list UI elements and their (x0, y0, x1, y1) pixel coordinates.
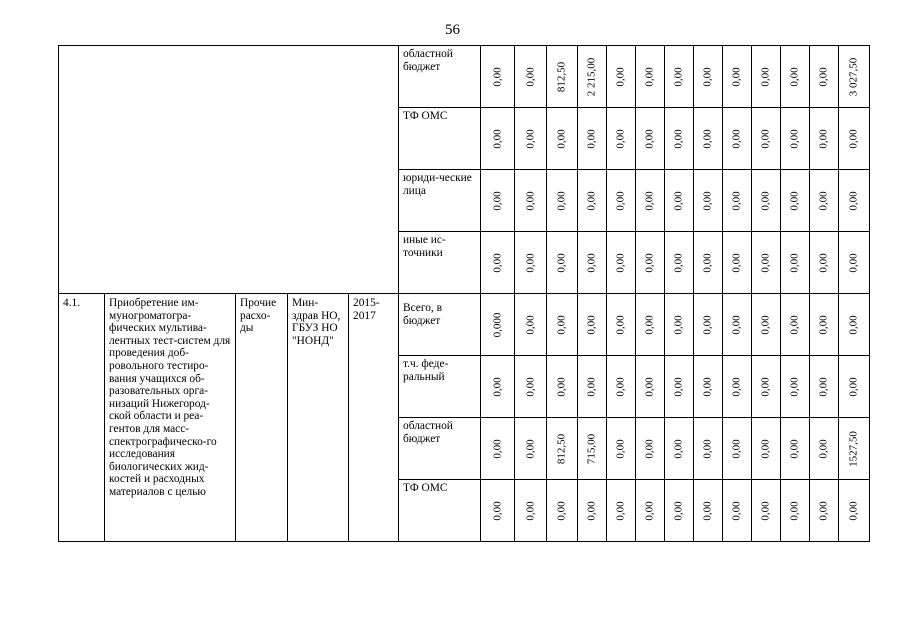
value-cell (752, 108, 781, 170)
budget-table (58, 45, 870, 542)
value-cell (723, 356, 752, 418)
value-cell (481, 418, 515, 480)
value-cell (578, 170, 607, 232)
value-text: 0,00 (614, 190, 627, 211)
value-cell (636, 170, 665, 232)
value-text: 0,00 (491, 500, 503, 521)
funding-source-label: юриди-ческие лица (399, 170, 481, 232)
value-cell (636, 232, 665, 294)
value-text: 0,00 (643, 190, 656, 211)
value-cell (515, 108, 547, 170)
value-cell (781, 232, 810, 294)
funding-source-label: областной бюджет (399, 418, 481, 480)
item-number: 4.1. (59, 294, 105, 542)
value-cell (547, 356, 578, 418)
value-text: 0,00 (585, 376, 598, 397)
value-text: 0,00 (788, 252, 801, 273)
value-text: 0,00 (701, 128, 714, 149)
value-text: 0,00 (524, 190, 536, 211)
value-cell (578, 294, 607, 356)
value-cell (694, 418, 723, 480)
value-text: 0,00 (759, 252, 772, 273)
value-cell (810, 170, 839, 232)
value-cell (607, 294, 636, 356)
value-text: 0,00 (524, 252, 536, 273)
funding-source-label: ТФ ОМС (399, 480, 481, 542)
value-cell (752, 46, 781, 108)
funding-source-label: Всего, в бюджет (399, 294, 481, 356)
value-text: 0,00 (759, 314, 772, 335)
value-cell (607, 46, 636, 108)
value-cell (752, 480, 781, 542)
page-number: 56 (445, 22, 460, 38)
value-text: 0,00 (555, 128, 568, 149)
value-text: 0,00 (524, 66, 536, 87)
value-text: 0,00 (672, 314, 685, 335)
value-text: 0,00 (491, 252, 503, 273)
value-text: 0,00 (847, 500, 860, 521)
value-text: 0,00 (672, 66, 685, 87)
value-text: 0,00 (788, 376, 801, 397)
value-cell (481, 46, 515, 108)
value-cell (781, 170, 810, 232)
value-cell (694, 480, 723, 542)
value-cell (547, 108, 578, 170)
value-text: 0,00 (585, 252, 598, 273)
value-text: 0,00 (614, 314, 627, 335)
value-text: 0,00 (524, 500, 536, 521)
value-cell (781, 46, 810, 108)
value-text: 0,00 (524, 128, 536, 149)
table-row (59, 46, 870, 108)
value-text: 0,00 (555, 252, 568, 273)
value-cell (781, 294, 810, 356)
value-cell (839, 46, 870, 108)
value-text: 0,00 (759, 128, 772, 149)
value-cell (839, 294, 870, 356)
value-text: 0,00 (701, 252, 714, 273)
value-text: 0,00 (491, 438, 503, 459)
value-text: 0,00 (672, 190, 685, 211)
value-text: 0,00 (817, 66, 830, 87)
value-text: 0,00 (643, 128, 656, 149)
value-cell (636, 108, 665, 170)
value-text: 0,00 (672, 500, 685, 521)
value-cell (665, 108, 694, 170)
value-text: 0,00 (730, 66, 743, 87)
value-cell (547, 418, 578, 480)
value-text: 0,00 (817, 500, 830, 521)
value-cell (839, 170, 870, 232)
value-cell (547, 232, 578, 294)
value-text: 0,00 (614, 252, 627, 273)
value-cell (607, 108, 636, 170)
value-text: 0,00 (759, 438, 772, 459)
value-text: 715,00 (585, 433, 598, 464)
value-cell (839, 480, 870, 542)
value-cell (694, 356, 723, 418)
value-cell (723, 294, 752, 356)
value-text: 0,00 (672, 128, 685, 149)
value-text: 0,00 (614, 500, 627, 521)
value-text: 0,00 (701, 438, 714, 459)
value-cell (547, 480, 578, 542)
value-text: 0,00 (555, 190, 568, 211)
value-text: 0,00 (730, 438, 743, 459)
value-cell (607, 232, 636, 294)
value-cell (636, 480, 665, 542)
value-cell (723, 170, 752, 232)
value-cell (636, 294, 665, 356)
table-row (59, 294, 870, 356)
value-cell (547, 170, 578, 232)
value-cell (636, 356, 665, 418)
value-cell (723, 108, 752, 170)
value-cell (752, 294, 781, 356)
value-text: 0,00 (730, 376, 743, 397)
value-cell (781, 480, 810, 542)
value-text: 0,00 (643, 500, 656, 521)
value-text: 0,00 (643, 252, 656, 273)
value-cell (481, 356, 515, 418)
value-cell (723, 232, 752, 294)
value-cell (839, 108, 870, 170)
value-cell (636, 46, 665, 108)
value-text: 0,00 (730, 314, 743, 335)
value-text: 0,00 (555, 376, 568, 397)
value-text: 0,00 (788, 314, 801, 335)
value-text: 0,00 (788, 190, 801, 211)
value-text: 0,00 (817, 128, 830, 149)
value-cell (665, 418, 694, 480)
value-cell (752, 232, 781, 294)
value-cell (665, 294, 694, 356)
funding-source-label: иные ис-точники (399, 232, 481, 294)
value-cell (607, 418, 636, 480)
value-cell (781, 108, 810, 170)
value-cell (515, 480, 547, 542)
value-cell (515, 418, 547, 480)
value-cell (607, 480, 636, 542)
value-text: 0,00 (524, 314, 536, 335)
value-text: 1527,50 (847, 430, 860, 467)
value-cell (810, 356, 839, 418)
value-text: 0,00 (555, 314, 568, 335)
value-text: 0,00 (788, 438, 801, 459)
value-cell (723, 480, 752, 542)
value-cell (481, 480, 515, 542)
value-text: 0,00 (847, 190, 860, 211)
value-text: 0,00 (643, 376, 656, 397)
item-description: Приобретение им-муногроматогра-фических мультива-лентных тест-систем для проведения доб-ровольного тестиро-вания учащихся об-разовательных орга-низаций Нижегород-ской области и реа-гентов для масс-спектрографическо-го исследования биологических жид-костей и расходных материалов с целью (105, 294, 236, 542)
value-text: 0,00 (847, 376, 860, 397)
value-cell (723, 46, 752, 108)
value-text: 0,00 (701, 376, 714, 397)
value-text: 0,00 (701, 314, 714, 335)
value-cell (694, 294, 723, 356)
value-cell (723, 418, 752, 480)
value-cell (515, 356, 547, 418)
value-text: 0,00 (491, 66, 503, 87)
value-cell (781, 356, 810, 418)
value-text: 0,00 (817, 314, 830, 335)
value-text: 0,00 (847, 128, 860, 149)
value-cell (665, 232, 694, 294)
value-text: 0,00 (672, 438, 685, 459)
value-cell (810, 418, 839, 480)
value-cell (694, 170, 723, 232)
value-cell (481, 294, 515, 356)
value-text: 0,00 (614, 66, 627, 87)
value-cell (515, 294, 547, 356)
value-text: 0,00 (788, 500, 801, 521)
value-cell (578, 480, 607, 542)
value-cell (810, 46, 839, 108)
value-text: 0,00 (585, 128, 598, 149)
value-text: 0,00 (759, 190, 772, 211)
value-text: 0,00 (491, 376, 503, 397)
value-cell (481, 170, 515, 232)
value-text: 0,00 (672, 252, 685, 273)
value-cell (665, 170, 694, 232)
value-text: 0,00 (788, 128, 801, 149)
value-text: 2 215,00 (585, 57, 598, 96)
value-text: 3 027,50 (847, 57, 860, 96)
value-text: 0,00 (701, 66, 714, 87)
value-cell (578, 108, 607, 170)
value-cell (578, 232, 607, 294)
value-text: 0,00 (817, 252, 830, 273)
value-text: 812,50 (555, 61, 568, 92)
value-cell (547, 46, 578, 108)
value-cell (694, 232, 723, 294)
value-text: 0,00 (672, 376, 685, 397)
value-text: 0,00 (847, 252, 860, 273)
value-text: 0,00 (585, 190, 598, 211)
value-text: 0,00 (730, 190, 743, 211)
value-cell (752, 356, 781, 418)
executor: Мин-здрав НО, ГБУЗ НО "НОНД" (288, 294, 349, 542)
value-cell (810, 480, 839, 542)
period: 2015-2017 (349, 294, 399, 542)
value-cell (665, 480, 694, 542)
value-text: 0,00 (585, 500, 598, 521)
value-cell (752, 418, 781, 480)
value-cell (781, 418, 810, 480)
value-text: 0,00 (614, 376, 627, 397)
value-cell (515, 232, 547, 294)
value-cell (665, 46, 694, 108)
value-text: 0,00 (847, 314, 860, 335)
value-cell (839, 418, 870, 480)
value-cell (607, 356, 636, 418)
value-text: 0,00 (491, 128, 503, 149)
funding-source-label: т.ч. феде-ральный (399, 356, 481, 418)
value-cell (665, 356, 694, 418)
funding-source-label: ТФ ОМС (399, 108, 481, 170)
value-text: 0,00 (701, 190, 714, 211)
value-text: 0,00 (524, 376, 536, 397)
value-cell (547, 294, 578, 356)
value-cell (481, 108, 515, 170)
value-text: 812,50 (555, 433, 568, 464)
value-cell (839, 232, 870, 294)
value-text: 0,00 (817, 190, 830, 211)
value-text: 0,00 (643, 438, 656, 459)
value-text: 0,00 (817, 438, 830, 459)
value-text: 0,00 (643, 314, 656, 335)
value-cell (515, 46, 547, 108)
value-cell (839, 356, 870, 418)
continuation-blank-cell (59, 46, 399, 294)
value-text: 0,00 (759, 376, 772, 397)
value-cell (694, 108, 723, 170)
value-cell (578, 418, 607, 480)
value-text: 0,00 (701, 500, 714, 521)
funding-source-label: областной бюджет (399, 46, 481, 108)
value-cell (481, 232, 515, 294)
value-cell (810, 108, 839, 170)
value-text: 0,00 (759, 66, 772, 87)
value-cell (607, 170, 636, 232)
value-text: 0,00 (643, 66, 656, 87)
value-text: 0,00 (524, 438, 536, 459)
value-cell (515, 170, 547, 232)
value-cell (694, 46, 723, 108)
value-text: 0,000 (491, 312, 503, 337)
value-text: 0,00 (614, 128, 627, 149)
value-text: 0,00 (491, 190, 503, 211)
value-text: 0,00 (730, 500, 743, 521)
value-cell (752, 170, 781, 232)
value-cell (578, 356, 607, 418)
value-cell (636, 418, 665, 480)
value-cell (810, 294, 839, 356)
value-cell (810, 232, 839, 294)
value-text: 0,00 (614, 438, 627, 459)
value-text: 0,00 (585, 314, 598, 335)
value-text: 0,00 (555, 500, 568, 521)
value-text: 0,00 (817, 376, 830, 397)
expense-type: Прочие расхо-ды (236, 294, 288, 542)
value-text: 0,00 (730, 128, 743, 149)
value-text: 0,00 (730, 252, 743, 273)
value-text: 0,00 (788, 66, 801, 87)
value-cell (578, 46, 607, 108)
value-text: 0,00 (759, 500, 772, 521)
